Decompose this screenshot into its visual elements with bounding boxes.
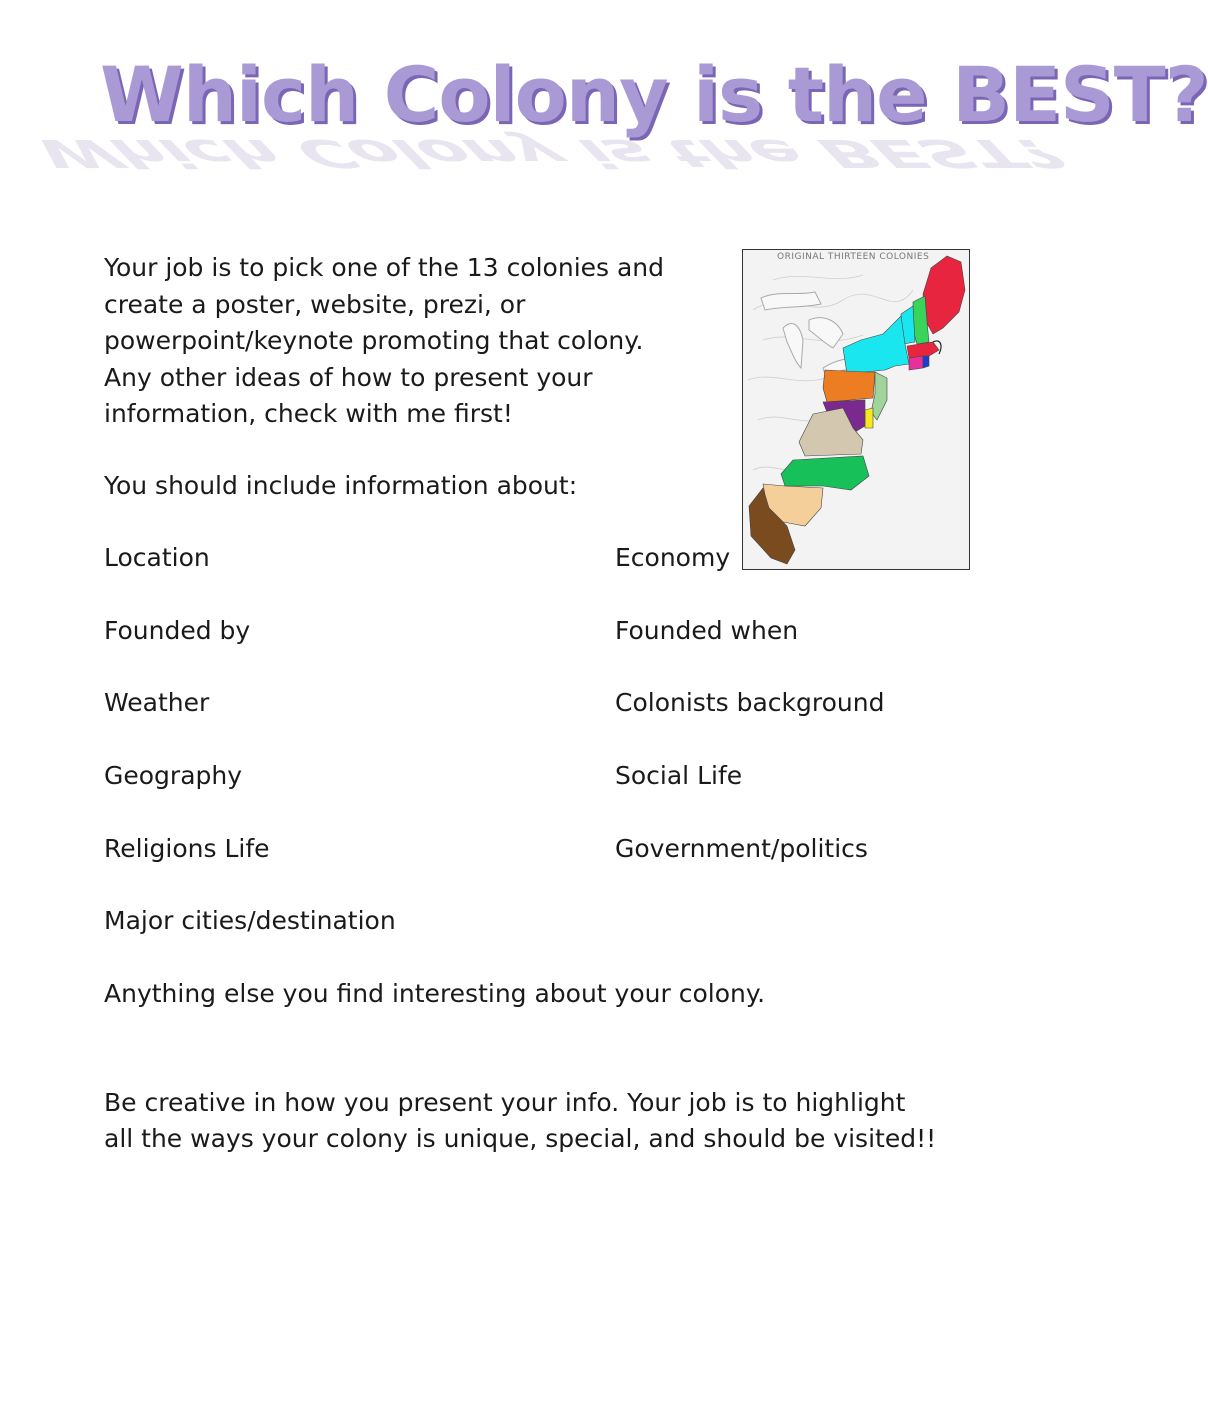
colonies-map [742, 249, 970, 570]
delaware [865, 408, 873, 428]
intro-line: Your job is to pick one of the 13 colonies and [104, 253, 665, 282]
title-reflection: Which Colony is the BEST? [18, 130, 1081, 176]
topic-government-politics: Government/politics [615, 834, 868, 863]
north-carolina [781, 456, 869, 490]
topic-weather: Weather [104, 688, 210, 717]
topic-founded-by: Founded by [104, 616, 251, 645]
topic-geography: Geography [104, 761, 243, 790]
closing-line: Be creative in how you present your info. Your job is to highlight [104, 1088, 906, 1117]
intro-line: create a poster, website, prezi, or [104, 289, 526, 319]
intro-line: powerpoint/keynote promoting that colony. [104, 326, 644, 355]
topic-location: Location [104, 543, 210, 572]
map-title: ORIGINAL THIRTEEN COLONIES [777, 252, 930, 262]
anything-else-line: Anything else you find interesting about your colony. [104, 979, 766, 1008]
intro-line: Any other ideas of how to present your [104, 362, 593, 392]
include-heading: You should include information about: [104, 471, 578, 500]
connecticut [909, 356, 923, 370]
intro-line: information, check with me first! [104, 399, 513, 428]
topic-major-cities: Major cities/destination [104, 906, 396, 935]
topic-social-life: Social Life [615, 761, 743, 790]
topic-economy: Economy [615, 543, 731, 572]
rhode-island [923, 356, 929, 368]
title-area [0, 40, 1208, 210]
topic-founded-when: Founded when [615, 616, 799, 645]
intro-paragraph [104, 250, 724, 433]
topic-colonists-background: Colonists background [615, 688, 885, 717]
topic-religions-life: Religions Life [104, 834, 270, 863]
pennsylvania [823, 370, 875, 402]
page-title: Which Colony is the BEST? [100, 50, 1208, 139]
closing-line: all the ways your colony is unique, special, and should be visited!! [104, 1124, 937, 1153]
colonies-map-graphic [743, 250, 969, 569]
